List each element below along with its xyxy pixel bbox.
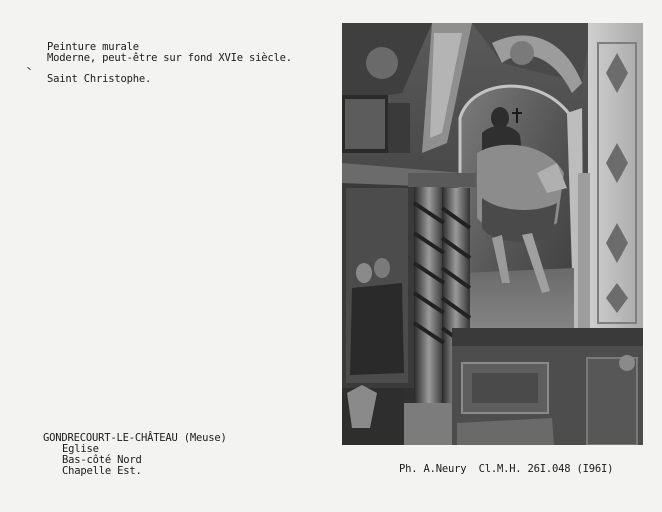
town-label: GONDRECOURT-LE-CHÂTEAU (Meuse)	[43, 432, 227, 444]
mural-photograph	[342, 23, 643, 445]
area-label: Bas-côté Nord	[62, 454, 142, 466]
photo-credit: Ph. A.Neury Cl.M.H. 26I.048 (I96I)	[399, 463, 614, 475]
pencil-mark	[27, 67, 31, 70]
subject-title: Saint Christophe.	[47, 73, 152, 85]
description-line-2: Moderne, peut-être sur fond XVIe siècle.	[47, 52, 292, 64]
chapel-label: Chapelle Est.	[62, 465, 142, 477]
building-label: Eglise	[62, 443, 99, 455]
description-line-1: Peinture murale	[47, 41, 139, 53]
